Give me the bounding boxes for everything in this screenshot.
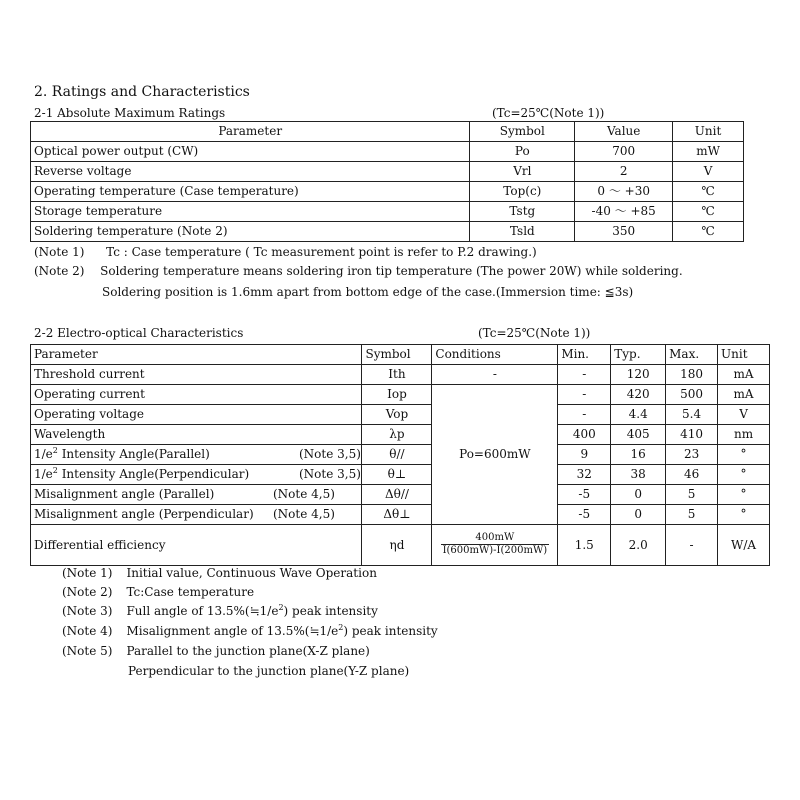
abs-max-title: 2-1 Absolute Maximum Ratings [34, 106, 226, 120]
header-conditions: Conditions [432, 345, 558, 365]
cell-typ: 0 [611, 505, 666, 525]
cell-min: -5 [558, 505, 611, 525]
cell-parameter: Operating temperature (Case temperature) [31, 182, 470, 202]
note-label: (Note 4) [62, 624, 113, 638]
cell-max: 23 [666, 445, 718, 465]
header-unit: Unit [718, 345, 770, 365]
cell-unit: mA [718, 385, 770, 405]
eo-note-5-cont [128, 664, 409, 678]
abs-max-condition: (Tc=25℃(Note 1)) [492, 106, 605, 120]
note-text: Tc : Case temperature ( Tc measurement point is refer to P.2 drawing.) [106, 245, 537, 259]
cell-symbol: Tstg [470, 202, 575, 222]
eo-table [30, 344, 770, 566]
header-symbol: Symbol [470, 122, 575, 142]
cell-symbol: Iop [362, 385, 432, 405]
table-row [31, 485, 770, 505]
cell-unit: ℃ [673, 202, 744, 222]
note-text: Soldering temperature means soldering iron tip temperature (The power 20W) while soldering. [100, 264, 683, 278]
eo-note-3 [62, 604, 378, 618]
table-row [31, 222, 744, 242]
note-sup: 2 [278, 603, 284, 612]
cell-parameter [31, 505, 362, 525]
param-text: Misalignment angle (Parallel) [34, 487, 215, 501]
cell-unit: ° [718, 445, 770, 465]
cell-unit: V [718, 405, 770, 425]
cell-value: 700 [575, 142, 673, 162]
cell-symbol: Ith [362, 365, 432, 385]
cell-symbol: Po [470, 142, 575, 162]
table-row [31, 525, 770, 566]
header-symbol: Symbol [362, 345, 432, 365]
eo-note-4 [62, 624, 438, 638]
note-label: (Note 2) [34, 264, 85, 278]
cell-max: 410 [666, 425, 718, 445]
cell-min: - [558, 365, 611, 385]
abs-note-1 [34, 245, 537, 259]
header-parameter: Parameter [31, 122, 470, 142]
cell-symbol: ηd [362, 525, 432, 566]
cell-max: 5 [666, 485, 718, 505]
param-note: (Note 3,5) [299, 447, 361, 461]
note-text-post: ) peak intensity [343, 624, 438, 638]
param-text: Intensity Angle(Parallel) [57, 447, 210, 461]
cell-symbol: λp [362, 425, 432, 445]
cell-parameter: Threshold current [31, 365, 362, 385]
cell-symbol: θ⊥ [362, 465, 432, 485]
cell-unit: ° [718, 465, 770, 485]
header-value: Value [575, 122, 673, 142]
cell-max: 180 [666, 365, 718, 385]
note-text: Full angle of 13.5%(≒1/e [126, 604, 279, 618]
formula-numerator: 400mW [441, 532, 550, 545]
cell-min: 32 [558, 465, 611, 485]
note-text: Soldering position is 1.6mm apart from bottom edge of the case.(Immersion time: ≦3s) [102, 285, 634, 299]
table-row [31, 385, 770, 405]
cell-parameter: Optical power output (CW) [31, 142, 470, 162]
cell-unit: mW [673, 142, 744, 162]
cell-value: -40 ～ +85 [575, 202, 673, 222]
cell-symbol: Vrl [470, 162, 575, 182]
cell-parameter: Differential efficiency [31, 525, 362, 566]
note-text-post: ) peak intensity [283, 604, 378, 618]
param-note: (Note 3,5) [299, 467, 361, 481]
cell-typ: 420 [611, 385, 666, 405]
eo-note-5 [62, 644, 370, 658]
note-text: Misalignment angle of 13.5%(≒1/e [126, 624, 339, 638]
note-label: (Note 3) [62, 604, 113, 618]
cell-conditions-merged: Po=600mW [432, 385, 558, 525]
eo-title: 2-2 Electro-optical Characteristics [34, 326, 244, 340]
table-row [31, 425, 770, 445]
table-row [31, 182, 744, 202]
cell-unit: ℃ [673, 182, 744, 202]
param-note: (Note 4,5) [273, 507, 335, 521]
abs-note-2-cont [102, 285, 633, 299]
header-typ: Typ. [611, 345, 666, 365]
header-unit: Unit [673, 122, 744, 142]
section-title: 2. Ratings and Characteristics [34, 84, 250, 100]
efficiency-formula [441, 532, 550, 557]
header-parameter: Parameter [31, 345, 362, 365]
eo-note-2 [62, 585, 254, 599]
cell-min: 9 [558, 445, 611, 465]
cell-parameter [31, 445, 362, 465]
cell-parameter: Reverse voltage [31, 162, 470, 182]
param-sup: 2 [52, 446, 58, 455]
cell-parameter [31, 465, 362, 485]
cell-conditions [432, 525, 558, 566]
cell-unit: ° [718, 485, 770, 505]
cell-typ: 405 [611, 425, 666, 445]
cell-min: 400 [558, 425, 611, 445]
cell-max: 5.4 [666, 405, 718, 425]
cell-symbol: Tsld [470, 222, 575, 242]
param-text: Misalignment angle (Perpendicular) [34, 507, 254, 521]
cell-max: - [666, 525, 718, 566]
cell-value: 350 [575, 222, 673, 242]
cell-typ: 16 [611, 445, 666, 465]
cell-max: 5 [666, 505, 718, 525]
cell-unit: V [673, 162, 744, 182]
cell-value: 0 ～ +30 [575, 182, 673, 202]
eo-condition: (Tc=25℃(Note 1)) [478, 326, 591, 340]
cell-max: 500 [666, 385, 718, 405]
note-text: Parallel to the junction plane(X-Z plane) [126, 644, 370, 658]
cell-typ: 4.4 [611, 405, 666, 425]
note-sup: 2 [338, 623, 344, 632]
cell-typ: 38 [611, 465, 666, 485]
cell-unit: W/A [718, 525, 770, 566]
note-text: Perpendicular to the junction plane(Y-Z plane) [128, 664, 410, 678]
cell-symbol: Vop [362, 405, 432, 425]
cell-parameter: Soldering temperature (Note 2) [31, 222, 470, 242]
cell-symbol: Δθ⊥ [362, 505, 432, 525]
table-row [31, 202, 744, 222]
cell-symbol: Top(c) [470, 182, 575, 202]
cell-parameter: Wavelength [31, 425, 362, 445]
cell-symbol: Δθ// [362, 485, 432, 505]
cell-min: 1.5 [558, 525, 611, 566]
param-prefix: 1/e [34, 447, 53, 461]
table-row [31, 142, 744, 162]
cell-unit: ℃ [673, 222, 744, 242]
note-label: (Note 5) [62, 644, 113, 658]
param-note: (Note 4,5) [273, 487, 335, 501]
note-label: (Note 1) [34, 245, 85, 259]
note-label: (Note 1) [62, 566, 113, 580]
cell-typ: 120 [611, 365, 666, 385]
formula-denominator: I(600mW)-I(200mW) [442, 544, 548, 556]
cell-typ: 0 [611, 485, 666, 505]
cell-value: 2 [575, 162, 673, 182]
param-text: Intensity Angle(Perpendicular) [57, 467, 250, 481]
cell-max: 46 [666, 465, 718, 485]
param-sup: 2 [52, 466, 58, 475]
abs-max-table [30, 121, 744, 242]
cell-unit: ° [718, 505, 770, 525]
cell-parameter: Operating voltage [31, 405, 362, 425]
param-prefix: 1/e [34, 467, 53, 481]
cell-conditions: - [432, 365, 558, 385]
cell-min: -5 [558, 485, 611, 505]
cell-unit: nm [718, 425, 770, 445]
cell-min: - [558, 405, 611, 425]
note-label: (Note 2) [62, 585, 113, 599]
table-row [31, 465, 770, 485]
header-min: Min. [558, 345, 611, 365]
cell-parameter: Storage temperature [31, 202, 470, 222]
table-row [31, 445, 770, 465]
cell-unit: mA [718, 365, 770, 385]
eo-note-1 [62, 566, 377, 580]
cell-min: - [558, 385, 611, 405]
table-row [31, 365, 770, 385]
table-row [31, 405, 770, 425]
cell-parameter [31, 485, 362, 505]
abs-note-2 [34, 264, 683, 278]
note-text: Tc:Case temperature [126, 585, 255, 599]
cell-parameter: Operating current [31, 385, 362, 405]
table-row [31, 162, 744, 182]
cell-symbol: θ// [362, 445, 432, 465]
note-text: Initial value, Continuous Wave Operation [126, 566, 377, 580]
table-header-row [31, 345, 770, 365]
header-max: Max. [666, 345, 718, 365]
table-header-row [31, 122, 744, 142]
cell-typ: 2.0 [611, 525, 666, 566]
table-row [31, 505, 770, 525]
